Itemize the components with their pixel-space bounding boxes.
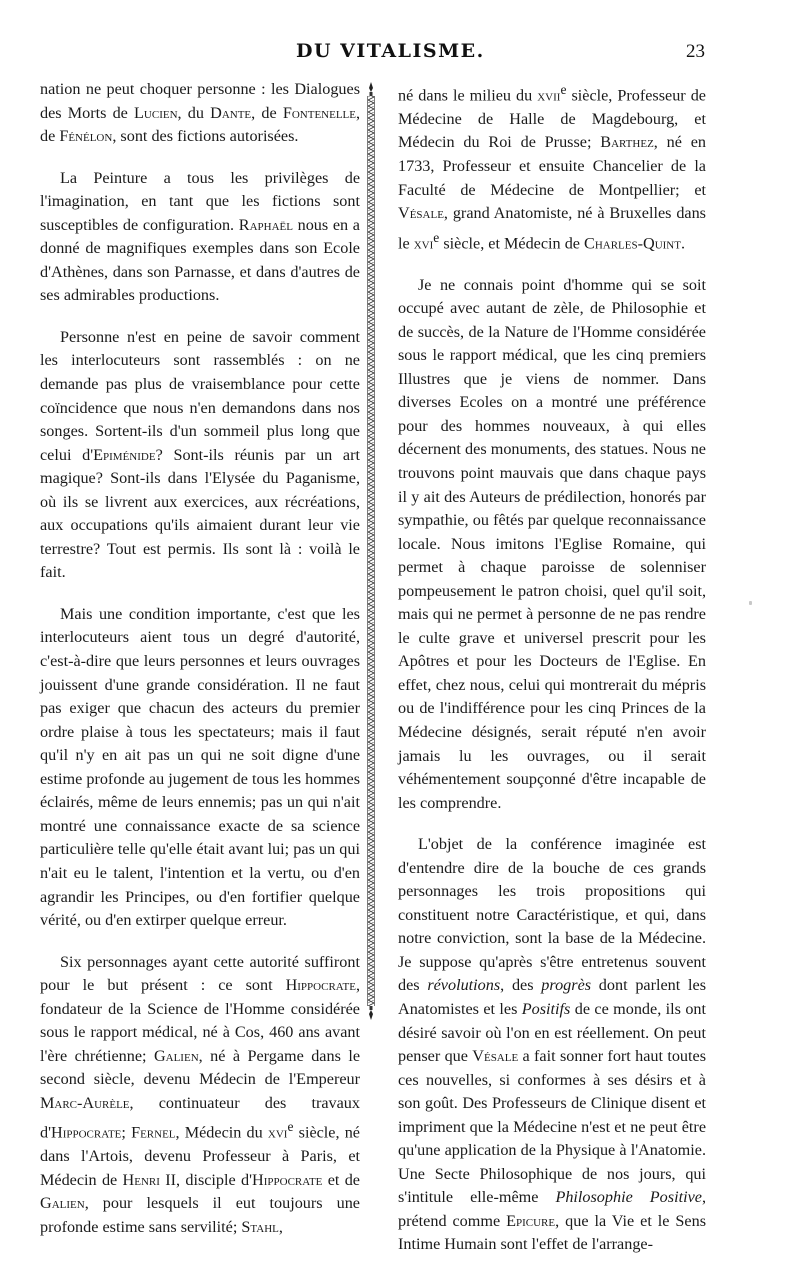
- paragraph-1: [40, 78, 360, 149]
- text-run: nous en a donné de magnifiques exemples dans son Ecole d'Athènes, dans son Parnasse, et dans d'autres de ses admirables productions.: [40, 215, 360, 305]
- author-name: Raphaël: [238, 215, 293, 234]
- text-run: , Médecin du: [175, 1123, 268, 1142]
- italic-term: progrès: [541, 976, 592, 995]
- text-run: , que la Vie et le Sens Intime Humain sont l'effet de l'arrange-: [398, 1211, 707, 1254]
- paragraph-3: [40, 326, 360, 585]
- text-run: et de: [322, 1170, 360, 1189]
- italic-term: Positifs: [521, 1000, 571, 1019]
- running-title: DU VITALISME.: [296, 40, 485, 62]
- paragraph-4: [40, 603, 360, 933]
- century-numeral: xvii: [537, 86, 561, 105]
- text-run: , né en 1733, Professeur et ensuite Chancelier de la Faculté de Médecine de Montpellier; et: [398, 133, 706, 199]
- text-run: II, disciple d': [159, 1170, 253, 1189]
- author-name: Henri: [122, 1170, 160, 1189]
- text-run: Personne n'est en peine de savoir comment les interlocuteurs sont rassemblés : on ne demande pas plus de vraisemblance pour cette coïncidence que nous n'en demandons dans nos songes. Sortent-ils d'un sommeil plus long que celui d': [40, 327, 360, 464]
- century-numeral: xvi: [413, 234, 434, 253]
- paragraph-6: [398, 78, 706, 256]
- text-run: né dans le milieu du: [398, 86, 538, 105]
- column-divider-rule: [367, 82, 375, 1020]
- text-run: ? Sont-ils réunis par un art magique? Sont-ils dans l'Elysée du Paganisme, où ils se livrent aux exercices, aux récréations, aux occupations qu'ils aimaient durant leur vie terrestre? Tout est permis. Ils sont là : voilà le fait.: [40, 445, 360, 582]
- author-name: Barthez: [600, 133, 654, 152]
- right-column: [398, 78, 706, 1275]
- superscript: e: [287, 1119, 294, 1135]
- text-run: , des: [500, 976, 542, 995]
- author-name: Epiménide: [93, 445, 156, 464]
- author-name: Fénélon: [59, 127, 113, 146]
- text-run: Je ne connais point d'homme qui se soit occupé avec autant de zèle, de Philosophie et de succès, de la Nature de l'Homme considérée sous le rapport médical, que les cinq premiers Illustres que je viens de nommer. Dans diverses Ecoles on a montré une préférence pour des hommes nouveaux, à qui elles décernent des monuments, des statues. Nous ne trouvons point mauvais que dans chaque pays il y ait des Auteurs de prédilection, honorés par sympathie, ou fêtés par quelque reconnaissance locale. Nous imitons l'Eglise Romaine, qui permet à chaque paroisse de solenniser pompeusement le patron choisi, quel qu'il soit, mais qui ne permet à personne de ne pas rendre le culte grave et universel prescrit pour les Apôtres et pour les Docteurs de l'Eglise. En effet, chez nous, celui qui montrerait du mépris ou de l'indifférence pour les cinq Princes de la Médecine désignés, serait réputé n'en avoir jamais lu les ouvrages, ou il serait véhémentement soupçonné d'être incapable de les comprendre.: [398, 275, 706, 812]
- author-name: Galien: [40, 1194, 85, 1213]
- text-run: ;: [121, 1123, 132, 1142]
- author-name: Epicure: [506, 1211, 556, 1230]
- text-run: , de: [251, 103, 283, 122]
- text-run: nation ne peut choquer personne : les Dialogues des Morts de: [40, 80, 360, 122]
- author-name: Charles-Quint: [584, 234, 681, 253]
- running-header: [0, 38, 800, 68]
- text-run: siècle, et Médecin de: [439, 234, 585, 253]
- paragraph-2: [40, 167, 360, 308]
- author-name: Hippocrate: [252, 1170, 323, 1189]
- author-name: Dante: [210, 103, 252, 122]
- author-name: Stahl: [241, 1218, 279, 1236]
- left-column: [40, 78, 360, 1258]
- italic-term: Philosophie Positive: [555, 1188, 702, 1207]
- author-name: Galien: [153, 1046, 199, 1065]
- paragraph-7: [398, 274, 706, 816]
- paragraph-8: [398, 833, 706, 1257]
- italic-term: révolutions: [427, 976, 501, 995]
- text-run: siècle, Professeur de Médecine de Halle de Magdebourg, et Médecin du Roi de Prusse;: [398, 86, 706, 152]
- century-numeral: xvi: [267, 1123, 288, 1142]
- text-run: L'objet de la conférence imaginée est d'entendre dire de la bouche de ces grands personnages les trois propositions qui constituent notre Caractéristique, et qui, dans notre conviction, sont la base de la Médecine. Je suppose qu'après s'être entretenus souvent des: [398, 835, 706, 995]
- text-run: Six personnages ayant cette autorité suffiront pour le but présent : ce sont: [40, 952, 360, 995]
- ornamental-rule: [367, 82, 375, 1020]
- author-name: Marc-Aurèle: [40, 1093, 130, 1112]
- paragraph-5: [40, 951, 360, 1240]
- author-name: Hippocrate: [51, 1123, 122, 1142]
- text-run: , continuateur des travaux d': [40, 1093, 360, 1142]
- text-run: , prétend comme: [398, 1188, 706, 1230]
- text-run: a fait sonner fort haut toutes ces nouvelles, si conformes à ses désirs et à son goût. Des Professeurs de Clinique disent et impriment que la Médecine n'est et ne peut être qu'une application de la Physique à l'Anatomie. Une Secte Philosophique de nos jours, qui s'intitule elle-même: [398, 1047, 706, 1207]
- author-name: Hippocrate: [285, 976, 356, 995]
- superscript: e: [433, 229, 440, 245]
- page-number: 23: [686, 41, 705, 62]
- text-run: , de: [40, 103, 361, 146]
- text-run: , sont des fictions autorisées.: [112, 127, 299, 146]
- text-run: dont parlent les Anatomistes et les: [398, 976, 707, 1019]
- text-run: , du: [177, 103, 211, 122]
- text-run: de ce monde, ils ont désiré savoir où l'on en est réellement. On peut penser que: [398, 1000, 707, 1066]
- text-run: , pour lesquels il eut toujours une profonde estime sans servilité;: [40, 1194, 360, 1236]
- author-name: Fontenelle: [282, 103, 356, 122]
- text-run: La Peinture a tous les privilèges de l'imagination, en tant que les fictions sont susceptibles de configuration.: [40, 168, 360, 234]
- text-run: , fondateur de la Science de l'Homme considérée sous le rapport médical, né à Cos, 460 ans avant l'ère chrétienne;: [40, 976, 360, 1065]
- text-run: siècle, né dans l'Artois, devenu Professeur à Paris, et Médecin de: [40, 1123, 360, 1189]
- author-name: Vésale: [472, 1047, 519, 1066]
- text-run: .: [680, 234, 686, 253]
- text-run: , grand Anatomiste, né à Bruxelles dans le: [398, 204, 706, 253]
- author-name: Vésale: [398, 204, 444, 223]
- text-run: ,: [278, 1218, 283, 1236]
- superscript: e: [560, 82, 567, 97]
- paper-speck: [749, 601, 752, 605]
- text-run: Mais une condition importante, c'est que les interlocuteurs aient tous un degré d'autorité, c'est-à-dire que leurs personnes et leurs ouvrages jouissent d'une grande considération. Il ne faut pas exiger que chacun des acteurs du premier ordre plaise à tous les spectateurs; mais il faut qu'il n'y en ait pas un qui ne soit digne d'une estime profonde au jugement de tous les hommes éclairés, même de leurs ennemis; pas un qui n'ait montré une connaissance exacte de sa science particulière telle qu'elle était avant lui; pas un qui n'ait eu le talent, l'intention et la vertu, ou d'en agrandir les Principes, ou d'en fortifier quelque vérité, ou d'en extirper quelque erreur.: [40, 604, 360, 930]
- author-name: Lucien: [134, 103, 178, 122]
- text-run: , né à Pergame dans le second siècle, devenu Médecin de l'Empereur: [40, 1046, 360, 1089]
- author-name: Fernel: [131, 1123, 176, 1142]
